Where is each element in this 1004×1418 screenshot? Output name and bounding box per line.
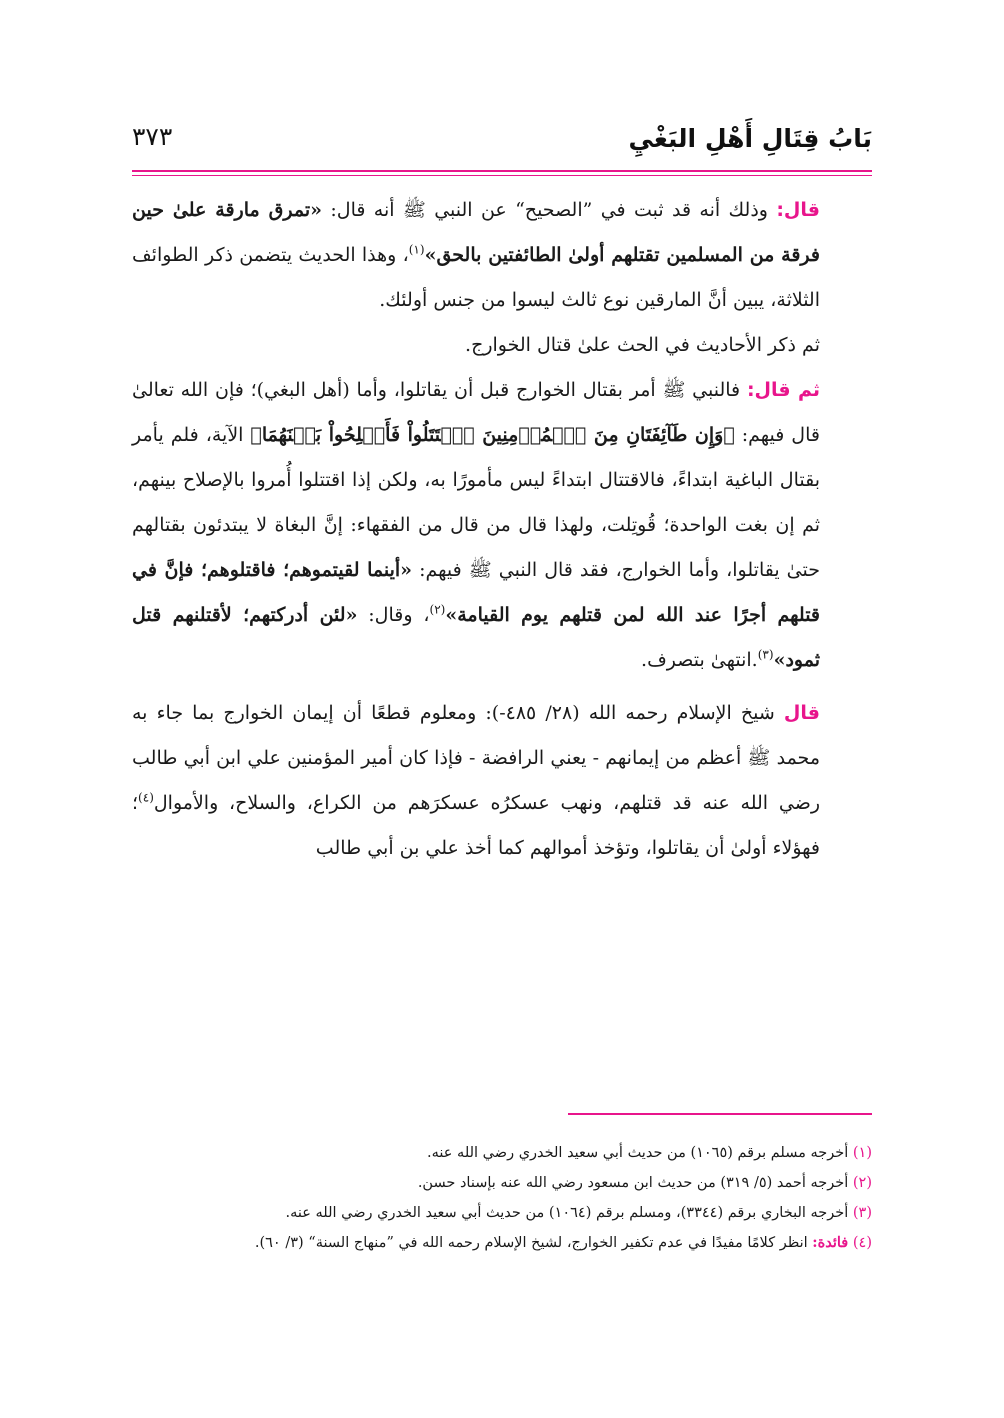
footnote-text: انظر كلامًا مفيدًا في عدم تكفير الخوارج، لشيخ الإسلام رحمه الله في ”منهاج السنة“ (٣/ ٦٠). [254,1235,813,1251]
footnote-number: (٢) [852,1175,872,1191]
text-span: ؛ فهؤلاء أولىٰ أن يقاتلوا، وتؤخذ أموالهم كما أخذ علي بن أبي طالب [132,792,820,859]
text-span: فالنبي ﷺ أمر بقتال الخوارج قبل أن يقاتلوا، وأما (أهل البغي)؛ فإن الله تعالىٰ قال فيهم: [132,379,820,446]
footnote-ref: (١) [408,242,425,257]
paragraph-4 [132,691,872,871]
text-span: .انتهىٰ بتصرف. [641,649,758,671]
footnote-text: أخرجه مسلم برقم (١٠٦٥) من حديث أبي سعيد الخدري رضي الله عنه. [427,1145,853,1161]
footnote-1 [132,1138,872,1168]
footnote-label: فائدة: [812,1234,849,1251]
page-number: ٣٧٣ [132,122,173,151]
footnote-ref: (٣) [757,647,774,662]
footnote-4 [132,1228,872,1258]
footnote-3 [132,1198,872,1228]
header-rule-thin [132,175,872,176]
footnote-text: أخرجه البخاري برقم (٣٣٤٤)، ومسلم برقم (١٠٦٤) من حديث أبي سعيد الخدري رضي الله عنه. [285,1205,853,1221]
hadith-quote: «أينما لقيتموهم؛ فاقتلوهم؛ فإنَّ في قتلهم أجرًا عند الله لمن قتلهم يوم القيامة» [132,559,821,626]
paragraph-1 [132,188,872,323]
text-span: الآية، فلم يأمر بقتال الباغية ابتداءً، فالاقتتال ابتداءً ليس مأمورًا به، ولكن إذا اقتتلوا أُمروا بالإصلاح بينهم، ثم إن بغت الواحدة؛ قُوتِلت، ولهذا قال من قال من الفقهاء: إنَّ البغاة لا يبتدئون بقتالهم حتىٰ يقاتلوا، وأما الخوارج، فقد قال النبي ﷺ فيهم: [132,424,820,581]
footnote-2 [132,1168,872,1198]
section-label: قال: [776,199,820,221]
section-label: قال [783,702,820,724]
header-rule-thick [132,170,872,172]
footnote-number: (١) [852,1145,872,1161]
footnote-text: أخرجه أحمد (٥/ ٣١٩) من حديث ابن مسعود رضي الله عنه بإسناد حسن. [417,1175,853,1191]
hadith-quote: «تمرق مارقة علىٰ حين فرقة من المسلمين تقتلهم أولىٰ الطائفتين بالحق» [132,199,820,266]
text-span: ، وقال: [357,604,430,626]
footnote-ref: (٤) [138,790,154,805]
quran-verse: ﴿وَإِن طَآئِفَتَانِ مِنَ ٱلۡمُؤۡمِنِينَ ٱقۡتَتَلُواْ فَأَصۡلِحُواْ بَيۡنَهُمَا﴾ [250,424,735,446]
footnote-number: (٤) [852,1235,872,1251]
text-span: ثم ذكر الأحاديث في الحث علىٰ قتال الخوارج. [465,334,820,356]
paragraph-2 [132,323,872,368]
paragraph-3 [132,368,872,683]
footnotes [132,1138,872,1258]
footnote-number: (٣) [852,1205,872,1221]
footnote-ref: (٢) [429,602,446,617]
page-header [132,118,872,170]
text-span: ، وهذا الحديث يتضمن ذكر الطوائف الثلاثة، يبين أنَّ المارقين نوع ثالث ليسوا من جنس أولئك. [132,244,820,311]
text-span: وذلك أنه قد ثبت في ”الصحيح“ عن النبي ﷺ أنه قال: [322,199,777,221]
main-text [132,188,872,871]
hadith-quote: «لئن أدركتهم؛ لأقتلنهم قتل ثمود» [132,604,820,671]
text-span: شيخ الإسلام رحمه الله (٢٨/ ٤٨٥-): ومعلوم قطعًا أن إيمان الخوارج بما جاء به محمد ﷺ أعظم من إيمانهم - يعني الرافضة - فإذا كان أمير المؤمنين علي ابن أبي طالب رضي الله عنه قد قتلهم، ونهب عسكرُه عسكرَهم من الكراع، والسلاح، والأموال [132,702,820,814]
chapter-title: بَابُ قِتَالِ أَهْلِ البَغْيِ [628,124,872,153]
section-label: ثم قال: [746,379,820,401]
footnote-separator [568,1113,872,1115]
